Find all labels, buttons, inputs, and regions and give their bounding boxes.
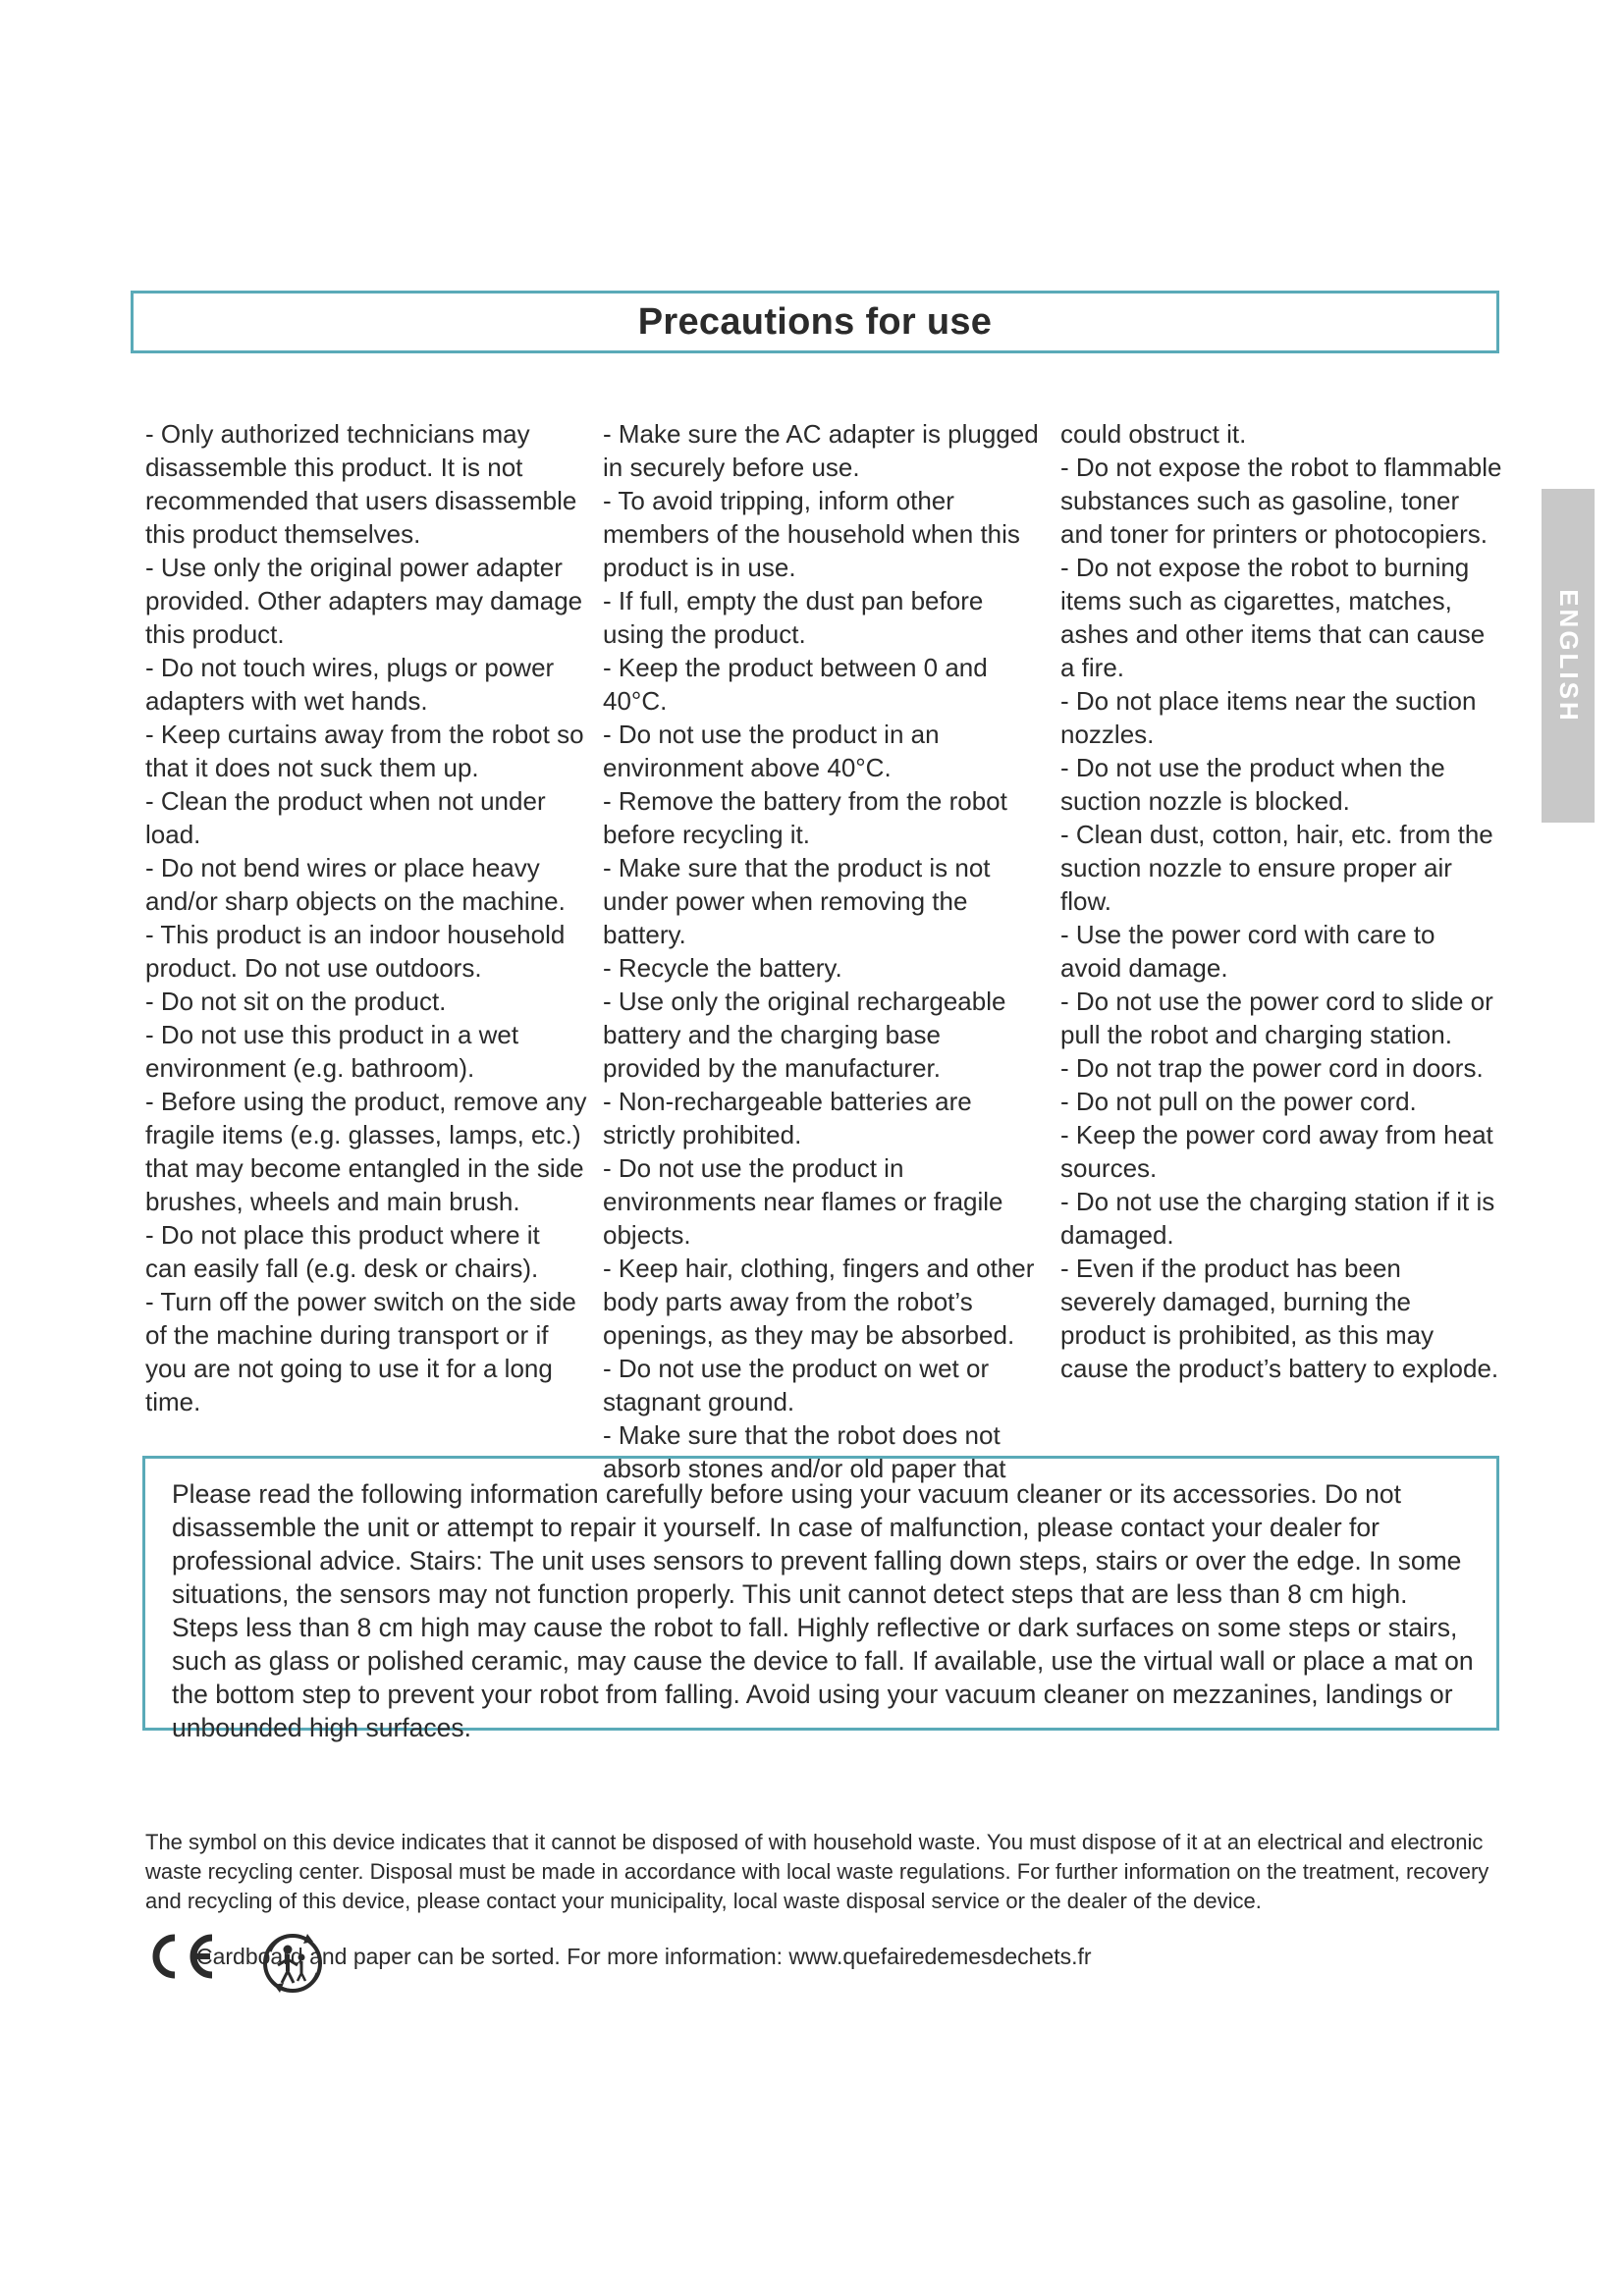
precautions-columns — [145, 417, 1502, 1485]
precaution-item: - If full, empty the dust pan before using the product. — [603, 586, 984, 649]
precaution-item: could obstruct it. — [1060, 419, 1247, 449]
precaution-item: - Make sure the AC adapter is plugged in securely before use. — [603, 419, 1039, 482]
precaution-item: - This product is an indoor household product. Do not use outdoors. — [145, 920, 566, 983]
precaution-item: - Use only the original power adapter provided. Other adapters may damage this product. — [145, 553, 583, 649]
precaution-item: - To avoid tripping, inform other members of the household when this product is in use. — [603, 486, 1020, 582]
precaution-item: - Do not trap the power cord in doors. — [1060, 1053, 1484, 1083]
precaution-item: - Use only the original rechargeable battery and the charging base provided by the manufacturer. — [603, 987, 1006, 1083]
precaution-item: - Do not use the product when the suction nozzle is blocked. — [1060, 753, 1445, 816]
precaution-item: - Do not expose the robot to burning items such as cigarettes, matches, ashes and other items that can cause a fire. — [1060, 553, 1486, 682]
precautions-column-1 — [145, 417, 587, 1485]
precaution-item: - Remove the battery from the robot before recycling it. — [603, 786, 1007, 849]
precaution-item: - Do not use the power cord to slide or pull the robot and charging station. — [1060, 987, 1493, 1049]
recycling-logos-row — [145, 1930, 1422, 1999]
precaution-item: - Do not use the product in an environment above 40°C. — [603, 720, 940, 782]
language-tab-label: ENGLISH — [1553, 588, 1584, 723]
language-tab — [1542, 489, 1595, 823]
precaution-item: - Before using the product, remove any fragile items (e.g. glasses, lamps, etc.) that may become entangled in the side brushes, wheels and main brush. — [145, 1087, 587, 1216]
precaution-item: - Non-rechargeable batteries are strictly prohibited. — [603, 1087, 972, 1149]
weee-disposal-text: The symbol on this device indicates that it cannot be disposed of with household waste. You must dispose of it at an electrical and electronic waste recycling center. Disposal must be made in accordance with local waste regulations. For further information on the treatment, recovery and recycling of this device, please contact your municipality, local waste disposal service or the dealer of the device. — [145, 1830, 1489, 1913]
precaution-item: - Make sure that the robot does not absorb stones and/or old paper that — [603, 1420, 1006, 1483]
precaution-item: - Do not expose the robot to flammable substances such as gasoline, toner and toner for printers or photocopiers. — [1060, 453, 1502, 549]
precaution-item: - Keep the power cord away from heat sources. — [1060, 1120, 1493, 1183]
precaution-item: - Keep curtains away from the robot so that it does not suck them up. — [145, 720, 584, 782]
precaution-item: - Clean dust, cotton, hair, etc. from the suction nozzle to ensure proper air flow. — [1060, 820, 1493, 916]
page-title: Precautions for use — [637, 300, 993, 343]
precaution-item: - Do not use this product in a wet environment (e.g. bathroom). — [145, 1020, 519, 1083]
precaution-item: - Only authorized technicians may disassemble this product. It is not recommended that users disassemble this product themselves. — [145, 419, 577, 549]
safety-notice-text: Please read the following information carefully before using your vacuum cleaner or its accessories. Do not disassemble the unit or attempt to repair it yourself. In case of malfunction, please contact your dealer for professional advice. Stairs: The unit uses sensors to prevent falling down steps, stairs or over the edge. In some situations, the sensors may not function properly. This unit cannot detect steps that are less than 8 cm high. Steps less than 8 cm high may cause the robot to fall. Highly reflective or dark surfaces on some steps or stairs, such as glass or polished ceramic, may cause the device to fall. If available, use the virtual wall or place a mat on the bottom step to prevent your robot from falling. Avoid using your vacuum cleaner on mezzanines, landings or unbounded high surfaces. — [172, 1479, 1474, 1742]
precaution-item: - Keep hair, clothing, fingers and other body parts away from the robot’s openings, as they may be absorbed. — [603, 1254, 1035, 1350]
precaution-item: - Use the power cord with care to avoid damage. — [1060, 920, 1435, 983]
precaution-item: - Do not use the product on wet or stagnant ground. — [603, 1354, 990, 1416]
sorting-info-text: Cardboard and paper can be sorted. For more information: www.quefairedemesdechets.fr — [196, 1944, 1092, 1969]
precaution-item: - Clean the product when not under load. — [145, 786, 546, 849]
precaution-item: - Keep the product between 0 and 40°C. — [603, 653, 988, 716]
precaution-item: - Do not place items near the suction nozzles. — [1060, 686, 1477, 749]
title-frame — [131, 291, 1499, 353]
precaution-item: - Do not use the charging station if it is damaged. — [1060, 1187, 1495, 1250]
precaution-item: - Turn off the power switch on the side of the machine during transport or if you are not going to use it for a long time. — [145, 1287, 576, 1416]
precaution-item: - Do not touch wires, plugs or power adapters with wet hands. — [145, 653, 555, 716]
precaution-item: - Do not pull on the power cord. — [1060, 1087, 1417, 1116]
safety-notice-box — [142, 1456, 1499, 1742]
precaution-item: - Do not place this product where it can easily fall (e.g. desk or chairs). — [145, 1220, 540, 1283]
precautions-column-2 — [603, 417, 1045, 1485]
precaution-item: - Do not sit on the product. — [145, 987, 447, 1016]
precautions-column-3 — [1060, 417, 1502, 1485]
precaution-item: - Do not use the product in environments near flames or fragile objects. — [603, 1153, 1003, 1250]
precaution-item: - Make sure that the product is not under power when removing the battery. — [603, 853, 991, 949]
precaution-item: - Even if the product has been severely damaged, burning the product is prohibited, as this may cause the product’s battery to explode. — [1060, 1254, 1499, 1383]
precaution-item: - Recycle the battery. — [603, 953, 842, 983]
precaution-item: - Do not bend wires or place heavy and/or sharp objects on the machine. — [145, 853, 566, 916]
